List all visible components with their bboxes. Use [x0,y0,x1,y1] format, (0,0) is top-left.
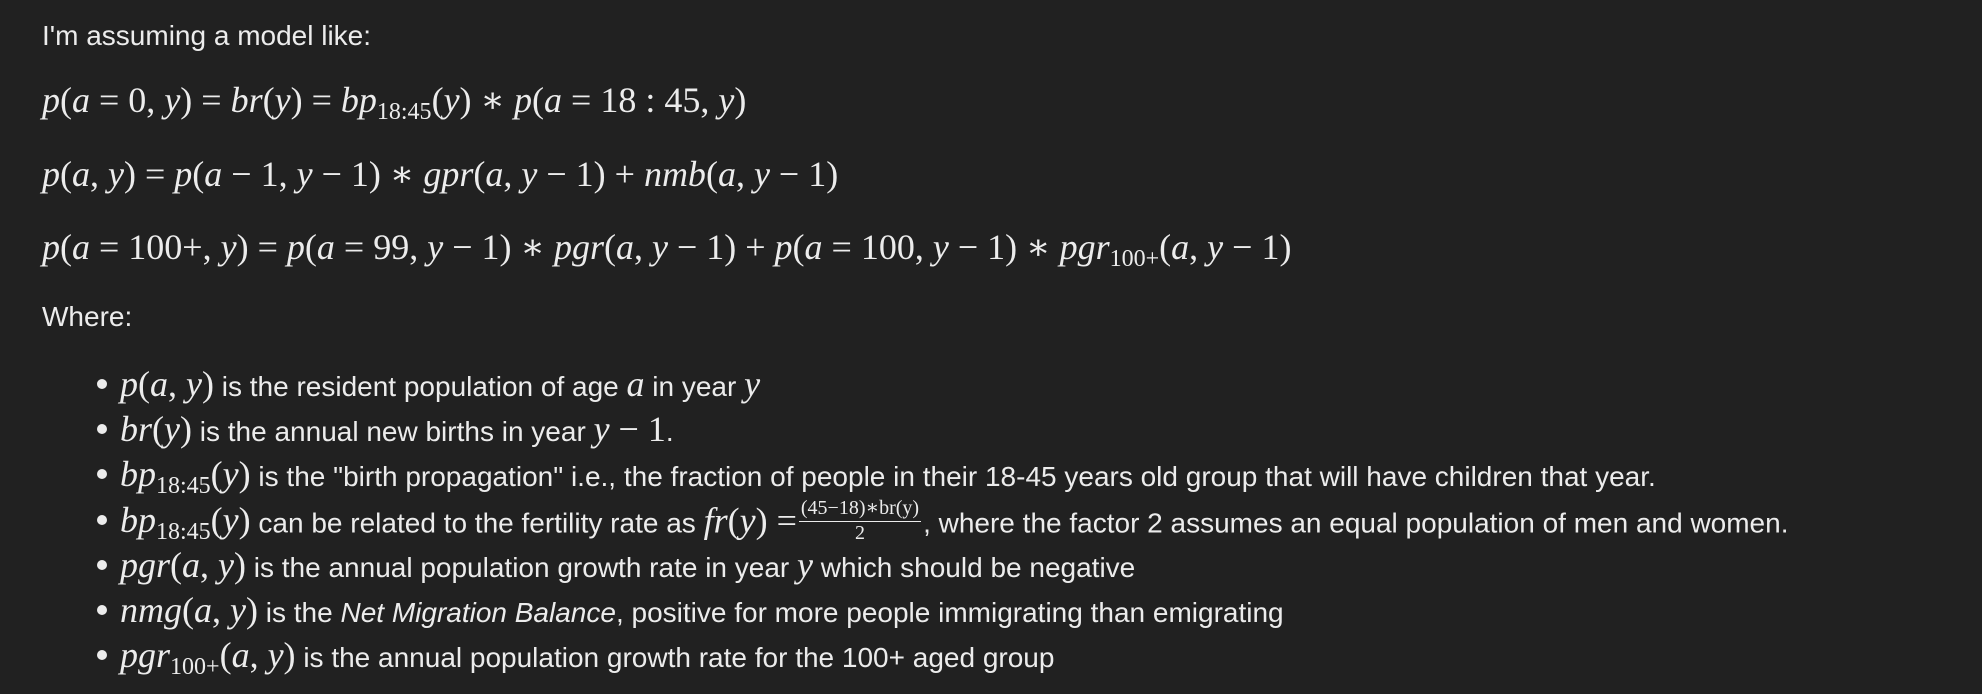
bullet-2-text2: . [665,416,674,447]
bullet-4: bp18:45(y) can be related to the fertility rate as fr(y) = $\frac{(45-18)∗br(y)}{2}$ , where the factor 2 assumes an equal population of men and women. [120,497,1789,546]
bullet-5-text: is the annual population growth rate in year [246,552,798,583]
bullet-4-text: can be related to the fertility rate as [250,507,704,539]
bullet-5-var-y: y [797,545,814,585]
fraction-denominator: 2 [854,522,865,544]
bullet-6-text2: , positive for more people immigrating than emigrating [615,597,1284,628]
bullet-2-text: is the annual new births in year [192,416,594,447]
bullet-dot [97,650,107,660]
bullet-7: pgr100+(a, y) is the annual population growth rate for the 100+ aged group [120,635,1055,680]
bullet-dot [97,469,107,479]
bullet-6-emphasis: Net Migration Balance [340,597,616,628]
bullet-3: bp18:45(y) is the "birth propagation" i.e., the fraction of people in their 18-45 years old group that will have children that year. [120,454,1656,499]
equation-1: p(a = 0, y) = br(y) = bp18:45(y) ∗ p(a = 18 : 45, y) [42,80,747,125]
bullet-6: nmg(a, y) is the Net Migration Balance, positive for more people immigrating than emigrating [120,590,1284,630]
bullet-dot [97,379,107,389]
bullet-dot [97,560,107,570]
bullet-1-text2: in year [644,371,745,402]
equation-2: p(a, y) = p(a − 1, y − 1) ∗ gpr(a, y − 1) + nmb(a, y − 1) [42,154,839,194]
bullet-1: p(a, y) is the resident population of age a in year y [120,364,761,404]
fraction-numerator: (45−18)∗br(y) [799,498,921,522]
bullet-6-text: is the [257,597,341,628]
bullet-4-text2: , where the factor 2 assumes an equal population of men and women. [923,507,1789,539]
bullet-3-text: is the "birth propagation" i.e., the fraction of people in their 18-45 years old group that will have children that year. [250,461,1656,492]
bullet-dot [97,515,107,525]
bullet-dot [97,424,107,434]
bullet-5: pgr(a, y) is the annual population growth rate in year y which should be negative [120,545,1136,585]
bullet-dot [97,605,107,615]
bullet-7-text: is the annual population growth rate for the 100+ aged group [295,642,1055,673]
bullet-5-text2: which should be negative [813,552,1136,583]
bullet-1-var-a: a [626,364,645,404]
bullet-1-text: is the resident population of age [213,371,627,402]
where-label: Where: [42,301,133,332]
bullet-1-var-y: y [744,364,761,404]
equation-3: p(a = 100+, y) = p(a = 99, y − 1) ∗ pgr(a, y − 1) + p(a = 100, y − 1) ∗ pgr100+(a, y − 1) [42,227,1292,272]
fertility-fraction [799,498,921,544]
intro-text: I'm assuming a model like: [42,20,372,51]
bullet-2: br(y) is the annual new births in year y − 1. [120,409,674,449]
